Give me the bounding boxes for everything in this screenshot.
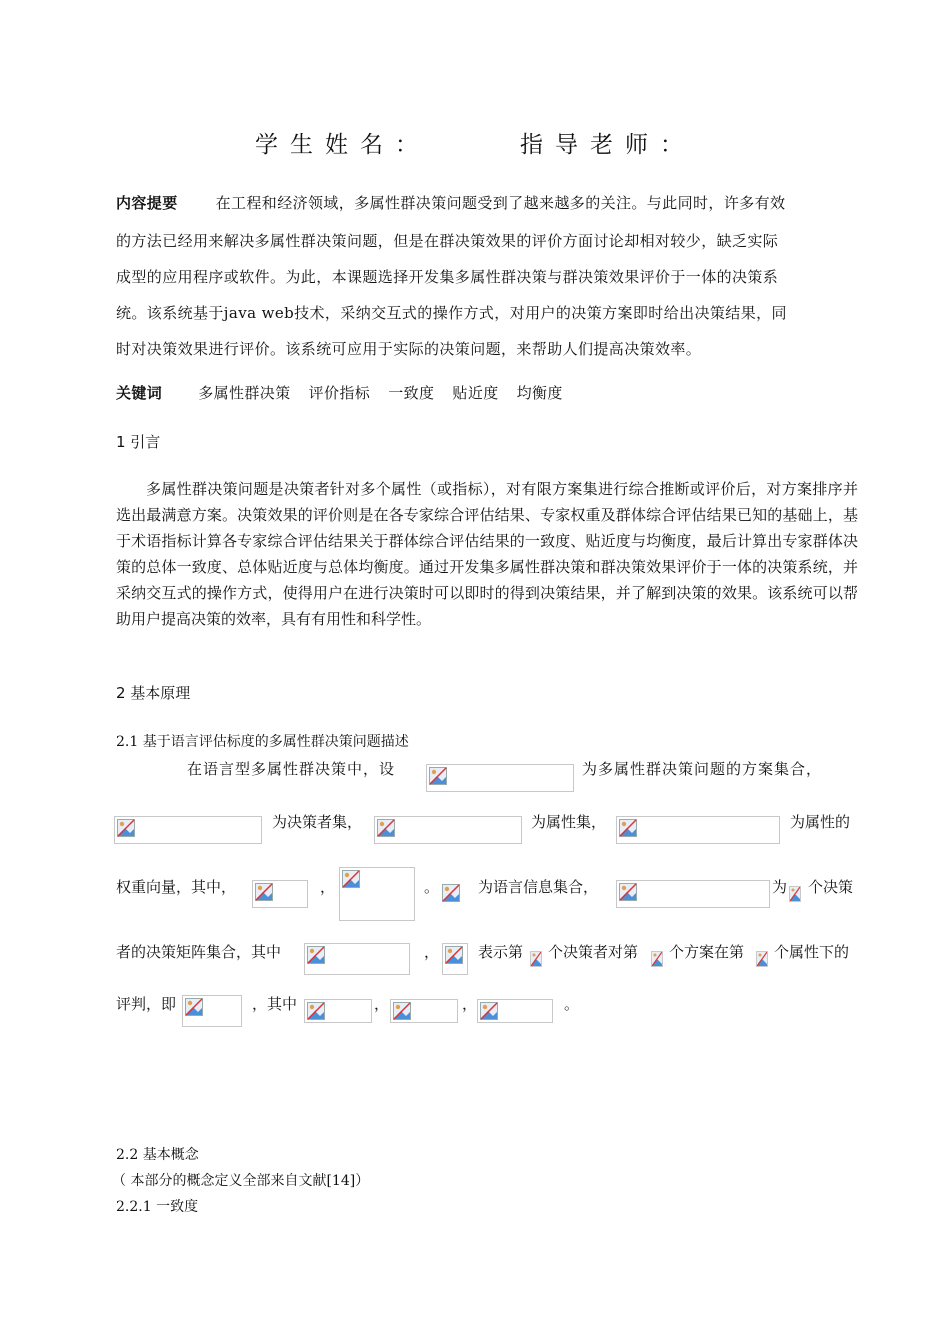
formula-image — [442, 884, 462, 904]
keywords-label: 关键词 — [116, 384, 163, 402]
abstract-line-1: 内容提要 在工程和经济领域，多属性群决策问题受到了越来越多的关注。与此同时，许多有效 — [116, 194, 786, 212]
formula-image — [114, 816, 262, 844]
section-2-2-heading: 2.2 基本概念 — [116, 1147, 199, 1163]
broken-image-icon — [531, 952, 541, 966]
keyword: 多属性群决策 — [198, 384, 291, 402]
formula-image — [789, 886, 801, 902]
broken-image-icon — [393, 1002, 411, 1020]
formula-image — [374, 816, 522, 844]
advisor-label: 指导老师： — [520, 132, 695, 158]
formula-image — [477, 999, 553, 1023]
abstract-line-4: 统。该系统基于java web技术，采纳交互式的操作方式，对用户的决策方案即时给出决策结果，同 — [116, 304, 787, 322]
formula-image — [182, 995, 242, 1027]
section-2-2-note: （ 本部分的概念定义全部来自文献[14]） — [112, 1173, 370, 1189]
formula-image — [426, 764, 574, 792]
broken-image-icon — [307, 1002, 325, 1020]
broken-image-icon — [342, 870, 360, 888]
formula-image — [304, 999, 372, 1023]
broken-image-icon — [480, 1002, 498, 1020]
formula-image — [651, 951, 663, 967]
broken-image-icon — [377, 819, 395, 837]
broken-image-icon — [117, 819, 135, 837]
broken-image-icon — [790, 887, 800, 901]
keyword: 评价指标 — [308, 384, 371, 402]
abstract-line-3: 成型的应用程序或软件。为此，本课题选择开发集多属性群决策与群决策效果评价于一体的决策系 — [116, 268, 779, 286]
broken-image-icon — [619, 883, 637, 901]
formula-image — [616, 816, 780, 844]
broken-image-icon — [652, 952, 662, 966]
broken-image-icon — [429, 767, 447, 785]
section-1-heading: 1 引言 — [116, 433, 161, 451]
section-2-1-heading: 2.1 基于语言评估标度的多属性群决策问题描述 — [116, 734, 409, 750]
broken-image-icon — [307, 946, 325, 964]
formula-image — [530, 951, 542, 967]
broken-image-icon — [757, 952, 767, 966]
formula-image — [616, 880, 770, 908]
formula-paragraph: 在语言型多属性群决策中，设 为多属性群决策问题的方案集合， 为决策者集， 为属性集， 为属性的 权重向量，其中， ， 。 为语言信息集合， 为 个决策 者的决策矩阵集合，其中 ， 表示第 个决策者对第 个方案在第 个属性下的 评判，即 ，其中 ， ， 。 — [0, 0, 950, 1100]
formula-image — [304, 943, 410, 975]
keyword: 贴近度 — [452, 384, 499, 402]
formula-image — [339, 867, 415, 921]
formula-image — [442, 943, 468, 975]
broken-image-icon — [445, 946, 463, 964]
abstract-line-2: 的方法已经用来解决多属性群决策问题，但是在群决策效果的评价方面讨论却相对较少，缺乏实际 — [116, 232, 779, 250]
formula-image — [756, 951, 768, 967]
broken-image-icon — [619, 819, 637, 837]
section-1-body: 多属性群决策问题是决策者针对多个属性（或指标），对有限方案集进行综合推断或评价后，对方案排序并选出最满意方案。决策效果的评价则是在各专家综合评估结果、专家权重及群体综合评估结果已知的基础上，基于术语指标计算各专家综合评估结果关于群体综合评估结果的一致度、贴近度与均衡度，最后计算出专家群体决策的总体一致度、总体贴近度与总体均衡度。通过开发集多属性群决策和群决策效果评价于一体的决策系统，并采纳交互式的操作方式，使得用户在进行决策时可以即时的得到决策结果，并了解到决策的效果。该系统可以帮助用户提高决策的效率，具有有用性和科学性。 — [116, 480, 858, 628]
section-2-heading: 2 基本原理 — [116, 684, 191, 702]
keyword: 均衡度 — [516, 384, 563, 402]
section-2-2-1-heading: 2.2.1 一致度 — [116, 1199, 199, 1215]
broken-image-icon — [442, 884, 460, 902]
broken-image-icon — [255, 883, 273, 901]
keyword: 一致度 — [388, 384, 435, 402]
abstract-line-5: 时对决策效果进行评价。该系统可应用于实际的决策问题，来帮助人们提高决策效率。 — [116, 340, 702, 358]
broken-image-icon — [185, 998, 203, 1016]
abstract-label: 内容提要 — [116, 194, 178, 212]
formula-image — [390, 999, 458, 1023]
formula-image — [252, 880, 308, 908]
student-name-label: 学生姓名： — [255, 132, 430, 158]
